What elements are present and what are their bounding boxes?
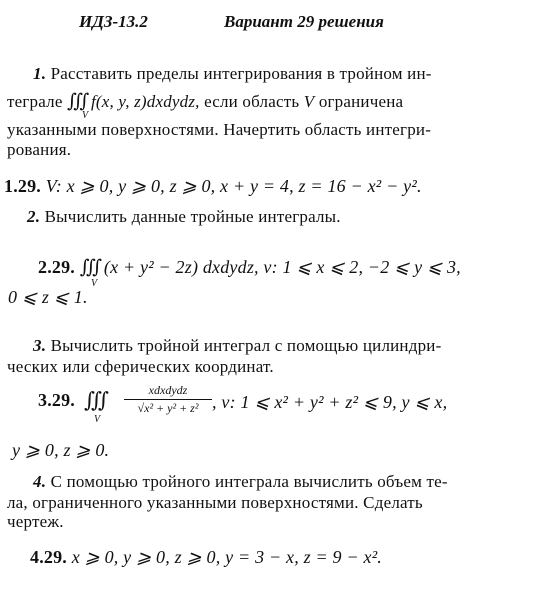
item-2-29-expr: (x + y² − 2z) dxdydz, v: 1 ⩽ x ⩽ 2, −2 ⩽ y ⩽ 3, [103, 257, 461, 277]
task4-line2: ла, ограниченного указанными поверхностями. Сделать [7, 493, 423, 512]
item-3-29-fraction [124, 383, 212, 416]
item-3-29-subscript: V [94, 414, 101, 425]
task1-line2: теграле ∭ f(x, y, z)dxdydz, если область V ограничена [7, 91, 404, 112]
header-right: Вариант 29 решения [224, 12, 384, 31]
task3-line1: 3. Вычислить тройной интеграл с помощью цилиндри- [33, 336, 442, 355]
task1-line4: рования. [7, 140, 72, 159]
triple-integral-sign: ∭ [79, 257, 100, 278]
task1-integral-subscript: V [82, 110, 89, 121]
task1-number: 1. [33, 64, 47, 83]
item-2-29-label: 2.29. [38, 257, 75, 277]
item-3-29-expr: , v: 1 ⩽ x² + y² + z² ⩽ 9, y ⩽ x, [212, 392, 448, 412]
triple-integral-sign: ∭ [67, 91, 87, 112]
item-3-29-label: 3.29. [38, 390, 75, 410]
task4-number: 4. [33, 472, 47, 491]
triple-integral-sign: ∭ [84, 388, 106, 412]
item-2-29-subscript: V [91, 278, 98, 289]
item-4-29-expr: x ⩾ 0, y ⩾ 0, z ⩾ 0, y = 3 − x, z = 9 − x². [71, 547, 382, 567]
task4-line3: чертеж. [7, 512, 64, 531]
item-4-29-label: 4.29. [30, 547, 67, 567]
item-3-29-line2: y ⩾ 0, z ⩾ 0. [12, 440, 110, 460]
task1-line3: указанными поверхностями. Начертить область интегри- [7, 120, 432, 139]
task4-line1: 4. С помощью тройного интеграла вычислить объем те- [33, 472, 448, 491]
header-left: ИДЗ-13.2 [79, 12, 148, 31]
task3-number: 3. [33, 336, 47, 355]
fraction-denominator: √x² + y² + z² [137, 401, 199, 415]
item-1-29-label: 1.29. [4, 176, 41, 196]
task3-line2: ческих или сферических координат. [7, 357, 274, 376]
item-2-29-line2: 0 ⩽ z ⩽ 1. [8, 287, 88, 307]
task2-number: 2. [27, 207, 41, 226]
task2-line: 2. Вычислить данные тройные интегралы. [27, 207, 341, 226]
item-4-29 [30, 547, 382, 568]
item-1-29 [4, 176, 422, 197]
fraction-numerator: xdxdydz [148, 383, 188, 397]
task1-line1: 1. Расставить пределы интегрирования в тройном ин- [33, 64, 432, 83]
item-1-29-expr: V: x ⩾ 0, y ⩾ 0, z ⩾ 0, x + y = 4, z = 16 − x² − y². [45, 176, 422, 196]
item-2-29 [38, 256, 461, 279]
